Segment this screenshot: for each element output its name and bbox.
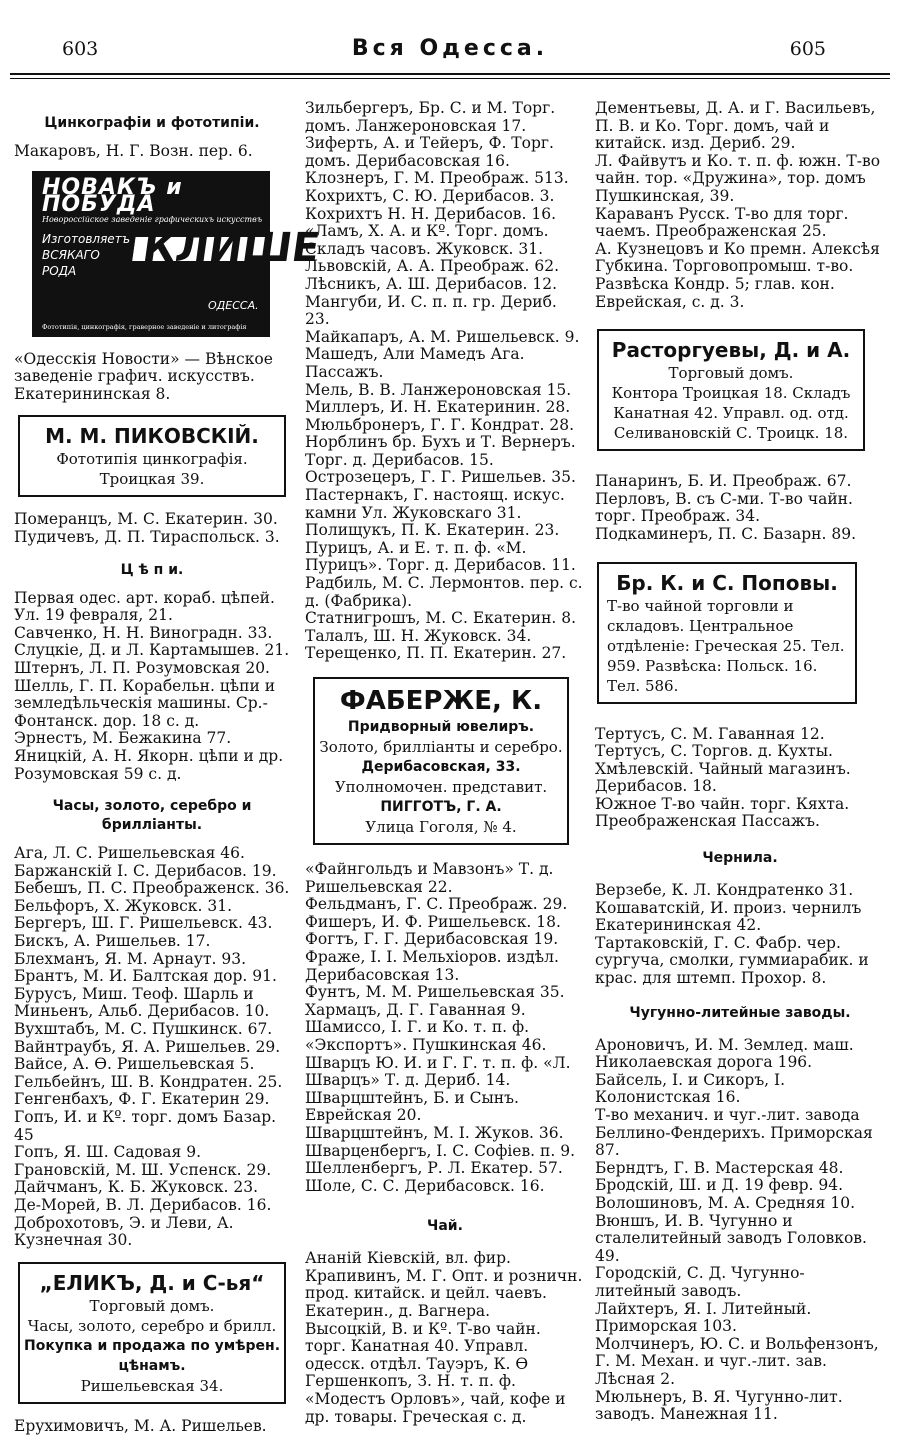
- list-item: Городскій, С. Д. Чугунно-литейный заводъ.: [595, 1264, 805, 1300]
- list-item: Вайнтраубъ, Я. А. Ришельев. 29.: [14, 1037, 281, 1056]
- box-title: „ЕЛИКЪ, Д. и С-ья“: [39, 1270, 265, 1295]
- list-item: Гопъ, И. и Кº. торг. домъ Базар. 45: [14, 1108, 277, 1144]
- list-item: Лайхтеръ, Я. І. Литейный. Приморская 103.: [595, 1299, 812, 1336]
- list-item: Вухштабъ, М. С. Пушкинск. 67.: [14, 1020, 273, 1039]
- list-item: Львовскій, А. А. Преображ. 62.: [305, 257, 560, 276]
- list-item: Л. Файвутъ и Ко. т. п. ф. южн. Т-во чайн. тор. «Дружина», тор. домъ Пушкинская, 39.: [595, 151, 881, 205]
- box-line: Торговый домъ.: [89, 1296, 215, 1315]
- list-item: Дайчманъ, К. Б. Жуковск. 23.: [14, 1178, 259, 1197]
- list-item: Бискъ, А. Ришельев. 17.: [14, 932, 211, 951]
- list-item: Бродскій, Ш. и Д. 19 февр. 94.: [595, 1176, 844, 1195]
- list-item: Перловъ, В. съ С-ми. Т-во чайн. торг. Преображ. 34.: [595, 489, 853, 526]
- list-item: Острозецеръ, Г. Г. Ришельев. 35.: [305, 468, 576, 487]
- list-item: Вюншъ, И. В. Чугунно и сталелитейный заводъ Головков. 49.: [595, 1211, 867, 1265]
- list-item: Фогтъ, Г. Г. Дерибасовская 19.: [305, 930, 559, 949]
- list-item: Верзебе, К. Л. Кондратенко 31.: [595, 881, 854, 900]
- list-item: Панаринъ, Б. И. Преображ. 67.: [595, 472, 852, 491]
- list-item: Зиферть, А. и Тейеръ, Ф. Торг. домъ. Дерибасовская 16.: [305, 134, 554, 170]
- list-item: Норблинъ бр. Бухъ и Т. Вернеръ. Торг. д. Дерибасов. 15.: [305, 433, 576, 469]
- list-item: Молчинеръ, Ю. С. и Вольфензонъ, Г. М. Механ. и чуг.-лит. зав. Лѣсная 2.: [595, 1334, 879, 1388]
- box-line: Контора Троицкая 18. Складъ: [611, 384, 851, 403]
- page-header: [10, 38, 890, 76]
- box-line: Троицкая 39.: [99, 470, 205, 489]
- list-item: Ананій Кіевскій, вл. фир. Крапивинъ, М. Г. Опт. и розничн. прод. китайск. и цейл. чаевъ. Екатерин., д. Вагнера.: [305, 1249, 583, 1321]
- list-item: Вайсе, А. Ѳ. Ришельевская 5.: [14, 1055, 255, 1074]
- list-item: Гершенкопъ, З. Н. т. п. ф. «Модестъ Орловъ», чай, кофе и др. товары. Греческая с. д.: [305, 1372, 566, 1426]
- list-item: Фраже, І. І. Мельхіоров. издѣл. Дерибасовская 13.: [305, 947, 559, 984]
- box-line: Улица Гоголя, № 4.: [365, 818, 517, 836]
- list-item: Подкаминеръ, П. С. Базарн. 89.: [595, 524, 857, 543]
- list-item: Кохрихтъ Н. Н. Дерибасов. 16.: [305, 204, 557, 223]
- box-line: Ришельевская 34.: [80, 1376, 224, 1395]
- list-item: Шварценбергъ, І. С. Софіев. п. 9.: [305, 1141, 576, 1160]
- box-line: Селивановскій С. Троицк. 18.: [613, 424, 849, 443]
- list-item: Дементьевы, Д. А. и Г. Васильевъ, П. В. и Ко. Торг. домъ, чай и китайск. изд. Дериб. 29.: [595, 99, 876, 153]
- list-item: Гопъ, Я. Ш. Садовая 9.: [14, 1143, 201, 1162]
- list-item: Волошиновъ, М. А. Средняя 10.: [595, 1193, 856, 1212]
- box-title: ФАБЕРЖЕ, К.: [339, 686, 543, 716]
- list-item: Мюльнеръ, В. Я. Чугунно-лит. заводъ. Манежная 11.: [595, 1387, 843, 1424]
- list-item: Шварцъ Ю. И. и Г. Г. т. п. ф. «Л. Шварцъ» Т. д. Дериб. 14.: [305, 1053, 571, 1090]
- column-1: [14, 100, 323, 1435]
- box-title: Расторгуевы, Д. и А.: [611, 338, 851, 363]
- list-item: Брантъ, М. И. Балтская дор. 91.: [14, 967, 277, 986]
- ad-subtitle: Новороссійское заведеніе графическихъ искусствъ: [42, 214, 263, 224]
- list-item: Померанцъ, М. С. Екатерин. 30.: [14, 510, 278, 529]
- list-item: Терещенко, П. П. Екатерин. 27.: [305, 644, 567, 663]
- column-3: [595, 100, 885, 1424]
- list-item: Бурусъ, Миш. Теоф. Шарль и Миньенъ, Альб. Дерибасов. 10.: [14, 984, 270, 1021]
- list-item: Хармацъ, Д. Г. Гаванная 9.: [305, 1000, 526, 1019]
- box-line: Часы, золото, серебро и брилл.: [27, 1316, 277, 1335]
- box-line: Торговый домъ.: [668, 364, 794, 383]
- list-item: Южное Т-во чайн. торг. Кяхта. Преображенская Пассажъ.: [595, 794, 850, 831]
- page-title: Вся Одесса.: [351, 36, 549, 61]
- box-faberge: [313, 677, 569, 845]
- list-item: Тертусъ, С. М. Гаванная 12.: [595, 724, 825, 743]
- list-item: Кохрихтъ, С. Ю. Дерибасов. 3.: [305, 186, 555, 205]
- ad-footer: Фототипія, цинкографія, граверное заведеніе и литографія: [42, 322, 247, 331]
- list-item: Первая одес. арт. кораб. цѣпей. Ул. 19 февраля, 21.: [14, 588, 275, 625]
- list-item: Бельфоръ, Х. Жуковск. 31.: [14, 896, 232, 915]
- ad-city: ОДЕССА.: [208, 298, 259, 312]
- list-item: Макаровъ, Н. Г. Возн. пер. 6.: [14, 142, 253, 160]
- list-item: Шелль, Г. П. Корабельн. цѣпи и земледѣльческія машины. Ср.-Фонтанск. дор. 18 с. д.: [14, 676, 276, 730]
- box-popovy: [597, 562, 857, 704]
- list-item: Пудичевъ, Д. П. Тираспольск. 3.: [14, 527, 280, 546]
- box-line: Фототипія цинкографія.: [56, 450, 248, 469]
- list-item: «Одесскія Новости» — Вѣнское заведеніе графич. искусствъ. Екатерининская 8.: [14, 349, 273, 403]
- list-item: Эрнестъ, М. Бежакина 77.: [14, 729, 232, 748]
- list-item: Байсель, І. и Сикоръ, І. Колонистская 16.: [595, 1070, 786, 1107]
- list-item: Слуцкіе, Д. и Л. Картамышев. 21.: [14, 641, 290, 660]
- list-item: Яницкій, А. Н. Якорн. цѣпи и др. Розумовская 59 с. д.: [14, 746, 284, 783]
- box-line: Уполномочен. представит.: [334, 778, 548, 796]
- list-item: Шелленбергъ, Р. Л. Екатер. 57.: [305, 1159, 563, 1178]
- list-item: Миллеръ, И. Н. Екатеринин. 28.: [305, 398, 571, 417]
- section-heading-ink: Чернила.: [702, 850, 778, 867]
- list-item: Грановскій, М. Ш. Успенск. 29.: [14, 1160, 272, 1179]
- list-item: Пастернакъ, Г. настоящ. искус. камни Ул. Жуковскаго 31.: [305, 486, 565, 522]
- box-title: М. М. ПИКОВСКІЙ.: [45, 424, 259, 449]
- list-item: Баржанскій І. С. Дерибасов. 19.: [14, 861, 277, 880]
- list-item: Шварцштейнъ, М. І. Жуков. 36.: [305, 1123, 564, 1142]
- list-item: Шоле, С. С. Дерибасовск. 16.: [305, 1176, 545, 1195]
- list-item: Тартаковскій, Г. С. Фабр. чер. сургуча, смолки, гуммиарабик. и крас. для штемп. Прохор. 8.: [595, 933, 869, 988]
- header-rule: [10, 73, 890, 79]
- list-item: Мюльбронеръ, Г. Г. Кондрат. 28.: [305, 415, 575, 434]
- ad-cliche: КЛИШЕ: [132, 237, 329, 261]
- list-item: Фишеръ, И. Ф. Ришельевск. 18.: [305, 912, 561, 931]
- list-item: Машедъ, Али Мамедъ Ага. Пассажъ.: [305, 345, 525, 381]
- list-item: Радбиль, М. С. Лермонтов. пер. с. д. (Фабрика).: [305, 574, 583, 610]
- list-item: Бебешъ, П. С. Преображенск. 36.: [14, 879, 290, 898]
- list-item: «Ламъ, Х. А. и Кº. Торг. домъ. Складъ часовъ. Жуковск. 31.: [305, 222, 549, 258]
- box-rastorguevy: [597, 329, 865, 451]
- list-item: А. Кузнецовъ и Ко премн. Алексѣя Губкина. Торговопромыш. т-во. Развѣска Кондр. 5; глав. кон. Еврейская, с. д. 3.: [595, 239, 880, 311]
- list-item: Шварцштейнъ, Б. и Сынъ. Еврейская 20.: [305, 1088, 519, 1125]
- box-line: Покупка и продажа по умѣрен. цѣнамъ.: [24, 1337, 281, 1374]
- list-item: Савченко, Н. Н. Виноградн. 33.: [14, 623, 273, 642]
- box-title: Бр. К. и С. Поповы.: [616, 570, 838, 595]
- list-item: Т-во механич. и чуг.-лит. завода Беллино-Фендерихъ. Приморская 87.: [595, 1106, 873, 1160]
- list-item: Хмѣлевскій. Чайный магазинъ. Дерибасов. 18.: [595, 759, 851, 796]
- list-item: Шамиссо, І. Г. и Ко. т. п. ф. «Экспортъ». Пушкинская 46.: [305, 1018, 547, 1054]
- ad-left-text: Изготовляетъ ВСЯКАГО РОДА: [42, 231, 131, 278]
- list-item: Пурицъ, А. и Е. т. п. ф. «М. Пурицъ». Торг. д. Дерибасов. 11.: [305, 538, 576, 575]
- list-item: Бергеръ, Ш. Г. Ришельевск. 43.: [14, 914, 273, 933]
- column-2: [305, 100, 585, 1426]
- box-line: Золото, бриллiанты и серебро.: [319, 738, 563, 756]
- section-heading-iron-foundries: Чугунно-литейные заводы.: [629, 1004, 851, 1021]
- list-item: Ерухимовичъ, М. А. Ришельев.: [14, 1416, 267, 1435]
- page-number-right: 605: [789, 38, 826, 60]
- list-item: Генгенбахъ, Ф. Г. Екатерин 29.: [14, 1090, 270, 1109]
- section-heading-tea: Чай.: [427, 1218, 463, 1235]
- box-line: Т-во чайной торговли и складовъ. Центральное отдѣленіе: Греческая 25. Тел. 959. Развѣска: Польск. 16. Тел. 586.: [607, 596, 845, 695]
- list-item: Полищукъ, П. К. Екатерин. 23.: [305, 521, 560, 540]
- list-item: Ароновичъ, И. М. Землед. маш. Николаевская дорога 196.: [595, 1035, 854, 1072]
- list-item: Караванъ Русск. Т-во для торг. чаемъ. Преображенская 25.: [595, 204, 849, 241]
- box-line: Дерибасовская, 33.: [361, 759, 521, 775]
- ad-headline: НОВАКЪ и ПОБУДА: [42, 174, 183, 218]
- section-heading-zincography: Цинкографіи и фототипіи.: [44, 115, 260, 131]
- list-item: Майкапаръ, А. М. Ришельевск. 9.: [305, 327, 580, 346]
- list-item: Статнигрошъ, М. С. Екатерин. 8.: [305, 609, 577, 628]
- list-item: Доброхотовъ, Э. и Леви, А. Кузнечная 30.: [14, 1213, 234, 1250]
- list-item: Талалъ, Ш. Н. Жуковск. 34.: [305, 626, 532, 645]
- list-item: «Файнгольдъ и Мавзонъ» Т. д. Ришельевская 22.: [305, 860, 554, 896]
- section-heading-chains: Ц ѣ п и.: [120, 561, 184, 578]
- list-item: Мангуби, И. С. п. п. гр. Дериб. 23.: [305, 292, 557, 329]
- list-item: Мель, В. В. Ланжероновская 15.: [305, 380, 572, 399]
- list-item: Лѣсникъ, А. Ш. Дерибасов. 12.: [305, 274, 558, 293]
- box-pikovsky: [18, 415, 286, 497]
- list-item: Блехманъ, Я. М. Арнаут. 93.: [14, 949, 247, 968]
- list-item: Кошаватскій, И. произ. чернилъ Екатерининская 42.: [595, 898, 862, 935]
- list-item: Штернъ, Л. П. Розумовская 20.: [14, 658, 270, 677]
- list-item: Ага, Л. С. Ришельевская 46.: [14, 844, 245, 863]
- list-item: Берндтъ, Г. В. Мастерская 48.: [595, 1158, 844, 1177]
- list-item: Клознеръ, Г. М. Преображ. 513.: [305, 169, 569, 188]
- list-item: Фельдманъ, Г. С. Преображ. 29.: [305, 895, 568, 914]
- list-item: Фунтъ, М. М. Ришельевская 35.: [305, 983, 565, 1002]
- list-item: Тертусъ, С. Торгов. д. Кухты.: [595, 742, 833, 761]
- page-number-left: 603: [62, 38, 99, 60]
- box-line: ПИГГОТЪ, Г. А.: [380, 799, 502, 815]
- list-item: Высоцкій, В. и Кº. Т-во чайн. торг. Канатная 40. Управл. одесск. отдѣл. Тауэръ, К. Ѳ: [305, 1319, 541, 1373]
- box-line: Придворный ювелиръ.: [347, 719, 535, 735]
- list-item: Гельбейнъ, Ш. В. Кондратен. 25.: [14, 1072, 283, 1091]
- list-item: Зильбергеръ, Бр. С. и М. Торг. домъ. Ланжероновская 17.: [305, 99, 556, 135]
- box-elik: [18, 1262, 286, 1404]
- list-item: Де-Морей, В. Л. Дерибасов. 16.: [14, 1195, 272, 1214]
- section-heading-watches: Часы, золото, серебро и бриллiанты.: [52, 798, 252, 834]
- box-line: Канатная 42. Управл. од. отд.: [613, 404, 849, 423]
- advert-novak-pobuda: [32, 171, 323, 337]
